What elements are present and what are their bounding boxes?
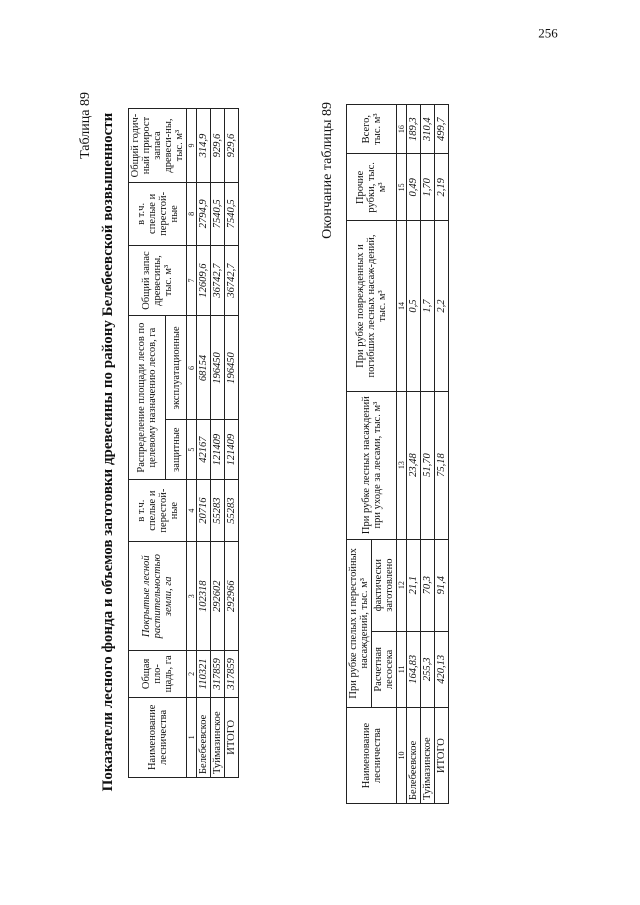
row-name: Туймазинское [211, 697, 225, 777]
cell: 292966 [225, 542, 239, 651]
col-number: 12 [397, 539, 407, 631]
cell: 0,49 [407, 154, 421, 221]
harvest-table [346, 104, 449, 804]
cell: 110321 [197, 651, 211, 698]
col-number: 2 [187, 651, 197, 698]
cell: 2,2 [435, 221, 449, 391]
col-number: 6 [187, 316, 197, 420]
cell: 55283 [211, 479, 225, 542]
cell: 2,19 [435, 154, 449, 221]
col-number: 4 [187, 479, 197, 542]
header-damaged-cut: При рубке поврежденных и погибших лесных насаж-дений, тыс. м³ [347, 221, 397, 391]
cell: 7540,5 [225, 183, 239, 246]
table-row [407, 105, 421, 804]
col-number: 9 [187, 109, 197, 183]
col-number: 5 [187, 420, 197, 479]
header-forest-land: Покрытые лесной растительностью земли, га [129, 542, 187, 651]
row-name: Туймазинское [421, 708, 435, 804]
header-care-cut: При рубке лесных насаждений при уходе за лесами, тыс. м³ [347, 391, 397, 539]
cell: 189,3 [407, 105, 421, 154]
table-caption: Таблица 89 [78, 92, 93, 159]
cell: 164,83 [407, 631, 421, 707]
header-growth: Общий годич-ный прирост запаса древеси-ны, тыс. м³ [129, 109, 187, 183]
cell: 12609,6 [197, 245, 211, 316]
header-mature-2: в т.ч. спелые и перестой-ные [129, 183, 187, 246]
cell: 929,6 [211, 109, 225, 183]
cell: 91,4 [435, 539, 449, 631]
header-name: Наименование лесничества [129, 697, 187, 777]
cell: 55283 [225, 479, 239, 542]
header-protective: защитные [166, 420, 187, 479]
cell: 292602 [211, 542, 225, 651]
header-mature-cut: При рубке спелых и перестойных насаждений, тыс. м³ [347, 539, 372, 707]
column-numbers-row [187, 109, 197, 778]
col-number: 7 [187, 245, 197, 316]
header-exploitation: эксплуатационные [166, 316, 187, 420]
cell: 420,13 [435, 631, 449, 707]
col-number: 10 [397, 708, 407, 804]
row-name: ИТОГО [225, 697, 239, 777]
header-total: Всего, тыс. м³ [347, 105, 397, 154]
cell: 70,3 [421, 539, 435, 631]
cell: 36742,7 [211, 245, 225, 316]
header-actual: фактически заготовлено [372, 539, 397, 631]
cell: 314,9 [197, 109, 211, 183]
cell: 1,7 [421, 221, 435, 391]
table-continuation-caption: Окончание таблицы 89 [320, 102, 335, 239]
cell: 102318 [197, 542, 211, 651]
table-row [421, 105, 435, 804]
table-row-total [225, 109, 239, 778]
cell: 2794,9 [197, 183, 211, 246]
col-number: 8 [187, 183, 197, 246]
cell: 929,6 [225, 109, 239, 183]
table-row [211, 109, 225, 778]
cell: 42167 [197, 420, 211, 479]
col-number: 3 [187, 542, 197, 651]
table-row [197, 109, 211, 778]
cell: 23,48 [407, 391, 421, 539]
cell: 1,70 [421, 154, 435, 221]
row-name: ИТОГО [435, 708, 449, 804]
header-total-stock: Общий запас древесины, тыс. м³ [129, 245, 187, 316]
col-number: 15 [397, 154, 407, 221]
header-area: Общая пло-щадь, га [129, 651, 187, 698]
cell: 75,18 [435, 391, 449, 539]
col-number: 16 [397, 105, 407, 154]
cell: 317859 [211, 651, 225, 698]
cell: 317859 [225, 651, 239, 698]
row-name: Белебеевское [197, 697, 211, 777]
cell: 0,5 [407, 221, 421, 391]
cell: 51,70 [421, 391, 435, 539]
cell: 7540,5 [211, 183, 225, 246]
page-number: 256 [538, 25, 558, 41]
rotated-content [70, 25, 570, 832]
cell: 196450 [225, 316, 239, 420]
cell: 310,4 [421, 105, 435, 154]
table-title: Показатели лесного фонда и объемов заготовки древесины по району Белебеевской возвышенности [100, 112, 116, 792]
header-name: Наименование лесничества [347, 708, 397, 804]
column-numbers-row [397, 105, 407, 804]
cell: 20716 [197, 479, 211, 542]
forest-fund-table [128, 108, 239, 778]
cell: 68154 [197, 316, 211, 420]
cell: 21,1 [407, 539, 421, 631]
cell: 121409 [211, 420, 225, 479]
col-number: 13 [397, 391, 407, 539]
table-row-total [435, 105, 449, 804]
header-other-cut: Прочие рубки, тыс. м³ [347, 154, 397, 221]
cell: 121409 [225, 420, 239, 479]
cell: 196450 [211, 316, 225, 420]
header-calc: Расчетная лесосека [372, 631, 397, 707]
header-mature-1: в т.ч. спелые и перестой-ные [129, 479, 187, 542]
row-name: Белебеевское [407, 708, 421, 804]
col-number: 11 [397, 631, 407, 707]
cell: 499,7 [435, 105, 449, 154]
header-distribution: Распределение площади лесов по целевому назначению лесов, га [129, 316, 166, 479]
col-number: 1 [187, 697, 197, 777]
cell: 36742,7 [225, 245, 239, 316]
cell: 255,3 [421, 631, 435, 707]
col-number: 14 [397, 221, 407, 391]
